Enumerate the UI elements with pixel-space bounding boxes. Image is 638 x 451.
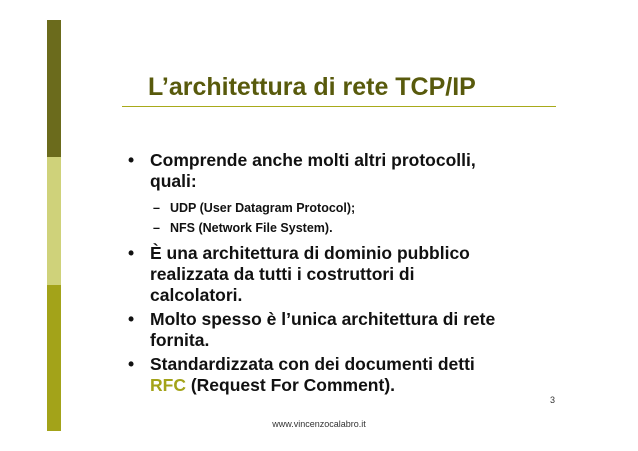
accent-bar-bottom — [47, 285, 61, 431]
bullet-item — [128, 150, 548, 238]
sub-text: NFS (Network File System). — [170, 221, 333, 235]
bullet-text: realizzata da tutti i costruttori di — [150, 264, 415, 284]
bullet-text: (Request For Comment). — [185, 375, 396, 395]
bullet-text: fornita. — [150, 330, 210, 350]
bullet-text: calcolatori. — [150, 285, 243, 305]
bullet-dot: • — [128, 150, 135, 170]
sub-dash: – — [153, 221, 160, 235]
sub-dash: – — [153, 201, 160, 215]
footer-url: www.vincenzocalabro.it — [272, 419, 366, 429]
bullet-item — [128, 243, 548, 306]
title-underline — [122, 106, 556, 107]
bullet-text: Molto spesso è l’unica architettura di rete — [150, 309, 496, 329]
page-number: 3 — [550, 395, 556, 405]
bullet-dot: • — [128, 243, 135, 263]
bullet-item — [128, 354, 548, 396]
bullet-dot: • — [128, 354, 135, 374]
bullet-list — [128, 150, 548, 399]
bullet-text: È una architettura di dominio pubblico — [150, 243, 470, 263]
sub-item — [150, 218, 548, 238]
accent-bar-top — [47, 20, 61, 157]
sub-item — [150, 198, 548, 218]
bullet-text: Comprende anche molti altri protocolli, — [150, 150, 476, 170]
sub-text: UDP (User Datagram Protocol); — [170, 201, 356, 215]
accent-bar-middle — [47, 157, 61, 285]
bullet-dot: • — [128, 309, 135, 329]
sub-list — [150, 198, 548, 238]
slide-title: L’architettura di rete TCP/IP — [148, 73, 476, 101]
rfc-highlight: RFC — [150, 375, 186, 395]
bullet-text: quali: — [150, 171, 197, 191]
bullet-item — [128, 309, 548, 351]
bullet-text: Standardizzata con dei documenti detti — [150, 354, 475, 374]
